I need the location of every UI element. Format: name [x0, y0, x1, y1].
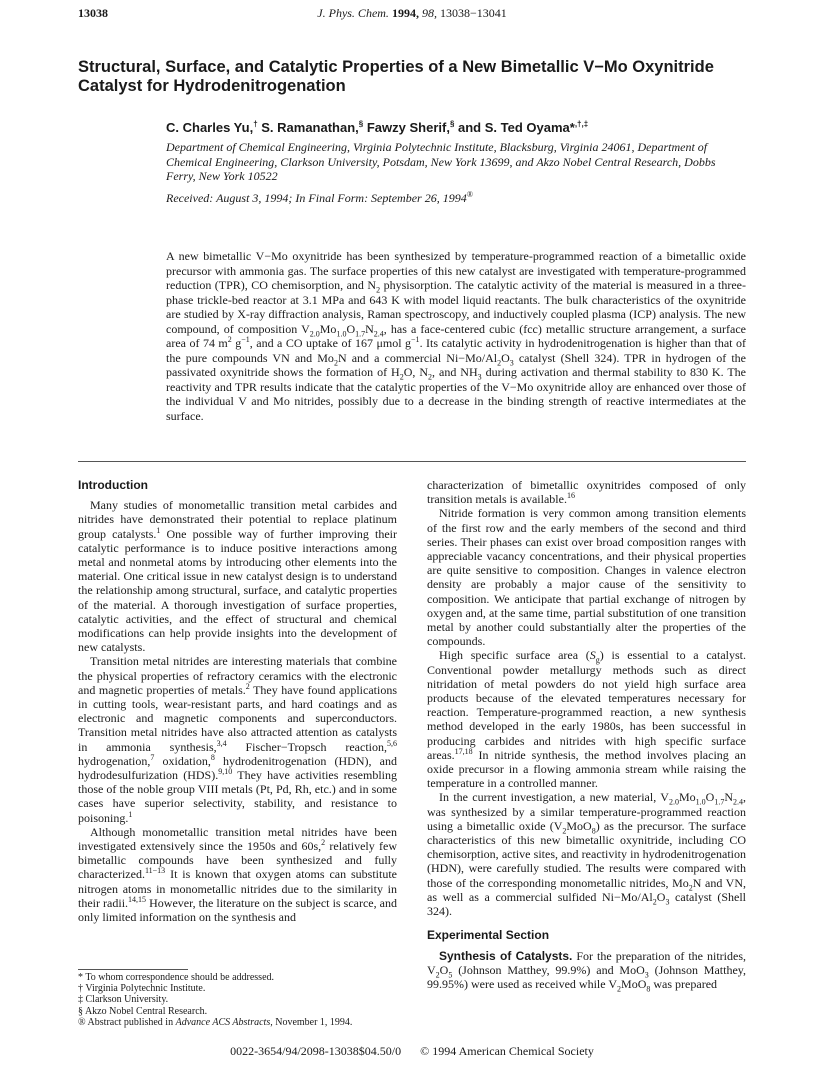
publication-code: 0022-3654/94/2098-13038$04.50/0 [230, 1044, 402, 1058]
author: Fawzy Sherif, [363, 120, 450, 135]
abstract: A new bimetallic V−Mo oxynitride has been synthesized by temperature-programmed reaction of a bimetallic oxide precursor with ammonia gas. The surface properties of this new catalyst are investigated with temperature-programmed reduction (TPR), CO chemisorption, and $N_2$ physisorption. The catalytic activity of the material is measured in a three-phase trickle-bed reactor at 3.1 MPa and 643 K with model liquid reactants. The bulk characteristics of the oxynitride are studied by X-ray diffraction analysis, Raman spectroscopy, and inductively coupled plasma (ICP) analysis. The new compound, of composition $V_{2.0}Mo_{1.0}O_{1.7}N_{2.4}$, has a face-centered cubic (fcc) metallic structure arrangement, a surface area of 74 $m^2$ $g^{-1}$, and a CO uptake of 167 μmol $g^{-1}$. Its catalytic activity in hydrodenitrogenation is higher than that of the pure compounds VN and $Mo_2N$ and a commercial $Ni-Mo/Al_2O_3$ catalyst (Shell 324). TPR in hydrogen of the passivated oxynitride shows the formation of $H_2O$, $N_2$, and $NH_3$ during activation and thermal stability to 830 K. The reactivity and TPR results indicate that the catalytic properties of the V−Mo oxynitride alloy are enhanced over those of the individual V and Mo nitrides, possibly due to a decrease in the binding strength of reactive intermediates at the surface. [166, 249, 746, 423]
journal-name: J. Phys. Chem. [317, 6, 389, 20]
section-heading: Introduction [78, 478, 148, 492]
paragraph: characterization of bimetallic oxynitrides composed of only transition metals is available.$^{16}$ [427, 478, 746, 507]
received-dates [166, 191, 746, 206]
paragraph: Although monometallic transition metal nitrides have been investigated extensively since the 1950s and 60s,$^2$ relatively few bimetallic compounds have been synthesized and fully characterized.$^{11-13}$ It is known that oxygen atoms can substitute nitrogen atoms in monometallic nitrides due to the similarity in their radii.$^{14,15}$ However, the literature on the subject is scarce, and only limited information on the synthesis and [78, 824, 397, 925]
paragraph: Many studies of monometallic transition metal carbides and nitrides have demonstrated their potential to replace platinum group catalysts.$^1$ One possible way of further improving their catalytic performance is to induce positive interactions among metal and nonmetal atoms by introducing other elements into the material. One critical issue in new catalyst design is to understand the relationship among structural, surface, and catalytic properties of the material. A thorough investigation of surface properties, catalytic activities, and the effect of structural and chemical modifications can help provide insights into the development of new catalysts. [78, 498, 397, 655]
affiliations: Department of Chemical Engineering, Virginia Polytechnic Institute, Blacksburg, Virginia 24061, Department of Chemical Engineering, Clarkson University, Potsdam, New York 13699, and Akzo Nobel Central Research, Dobbs Ferry, New York 10522 [166, 140, 716, 184]
journal-reference [78, 6, 746, 21]
footnote: † Virginia Polytechnic Institute. [78, 983, 206, 995]
received-mark: ® [466, 190, 473, 199]
section-heading: Experimental Section [427, 928, 550, 943]
journal-year: 1994, [391, 6, 419, 20]
paragraph: Transition metal nitrides are interesting materials that combine the physical properties of refractory ceramics with the electronic and magnetic properties of metals.$^2$ They have found applications in cutting tools, wear-resistant parts, and hard coatings and as electronic and magnetic components and superconductors. Transition metal nitrides have also attracted attention as catalysts in ammonia synthesis,$^{3,4}$ Fischer−Tropsch reaction,$^{5,6}$ hydrogenation,$^7$ oxidation,$^8$ hydrodenitrogenation (HDN), and hydrodesulfurization (HDS).$^{9,10}$ They have activities resembling those of the noble group VIII metals (Pt, Pd, Rh, etc.) and in some cases have superior selectivity, stability, and resistance to poisoning.$^1$ [78, 654, 398, 825]
journal-pages: 13038−13041 [439, 6, 507, 20]
left-column [78, 478, 397, 924]
article-title: Structural, Surface, and Catalytic Properties of a New Bimetallic V−Mo Oxynitride Catalyst for Hydrodenitrogenation [78, 58, 714, 95]
author-mark: § [358, 119, 364, 129]
copyright: © 1994 American Chemical Society [420, 1044, 594, 1058]
paragraph: Synthesis of Catalysts. For the preparation of the nitrides, $V_2O_5$ (Johnson Matthey, 99.9%) and MoO$_3$ (Johnson Matthey, 99.95%) were used as received while $V_2MoO_8$ was prepared [427, 948, 746, 994]
footnote-rule [78, 969, 188, 970]
paragraph: In the current investigation, a new material, $V_{2.0}Mo_{1.0}O_{1.7}N_{2.4}$, was synthesized by a similar temperature-programmed reaction using a bimetallic oxide $(V_2MoO_8)$ as the precursor. The surface characteristics of this new bimetallic oxynitride, including CO chemisorption, active sites, and reactivity in hydrodenitrogenation (HDN), were carefully studied. The results were compared with those of the corresponding monometallic nitrides, $Mo_2N$ and VN, as well as a commercial sulfided $Ni-Mo/Al_2O_3$ catalyst (Shell 324). [427, 790, 747, 919]
page-number: 13038 [78, 6, 108, 20]
footnote: ® Abstract published in Advance ACS Abstracts, November 1, 1994. [78, 1016, 353, 1028]
author-mark: † [253, 119, 258, 129]
page-footer [78, 1044, 746, 1059]
paragraph: High specific surface area $(S_g)$ is essential to a catalyst. Conventional powder metallurgy methods such as direct nitridation of metal powders do not yield high surface area products because of the elevated temperatures necessary for reaction. Temperature-programmed reaction, a new synthesis method developed in the early 1980s, has been successful in producing carbides and nitrides with high specific surface areas.$^{17,18}$ In nitride synthesis, the method involves placing an oxide precursor in a flowing ammonia stream while raising the temperature in a controlled manner. [427, 648, 746, 791]
journal-volume: 98, [421, 6, 437, 20]
author: C. Charles Yu, [166, 120, 254, 135]
right-column [427, 478, 747, 994]
author: S. Ramanathan, [257, 120, 359, 135]
author-mark: ,†,‡ [574, 119, 589, 129]
running-header [78, 6, 746, 26]
abstract-divider [78, 461, 746, 462]
paragraph: Nitride formation is very common among transition elements of the first row and the early members of the second and third series. Their phases can exist over broad composition ranges with appreciable vacancy concentrations, and their physical properties are quite sensitive to composition. Changes in valence electron density are probably a major cause of the sensitivity to composition. We anticipate that partial exchange of nitrogen by oxygen and, at the same time, partial substitution of one transition metal by another could substantially alter the properties of the compounds. [427, 506, 746, 649]
run-in-heading: Synthesis of Catalysts. [439, 948, 573, 963]
footnote: ‡ Clarkson University. [78, 994, 169, 1006]
author-mark: § [449, 119, 455, 129]
received-text: Received: August 3, 1994; In Final Form: September 26, 1994 [166, 191, 467, 205]
footnote: * To whom correspondence should be addressed. [78, 972, 275, 983]
footnote: § Akzo Nobel Central Research. [78, 1005, 208, 1017]
author: and S. Ted Oyama* [454, 120, 575, 135]
author-list [166, 120, 726, 135]
footnotes [78, 969, 408, 1028]
